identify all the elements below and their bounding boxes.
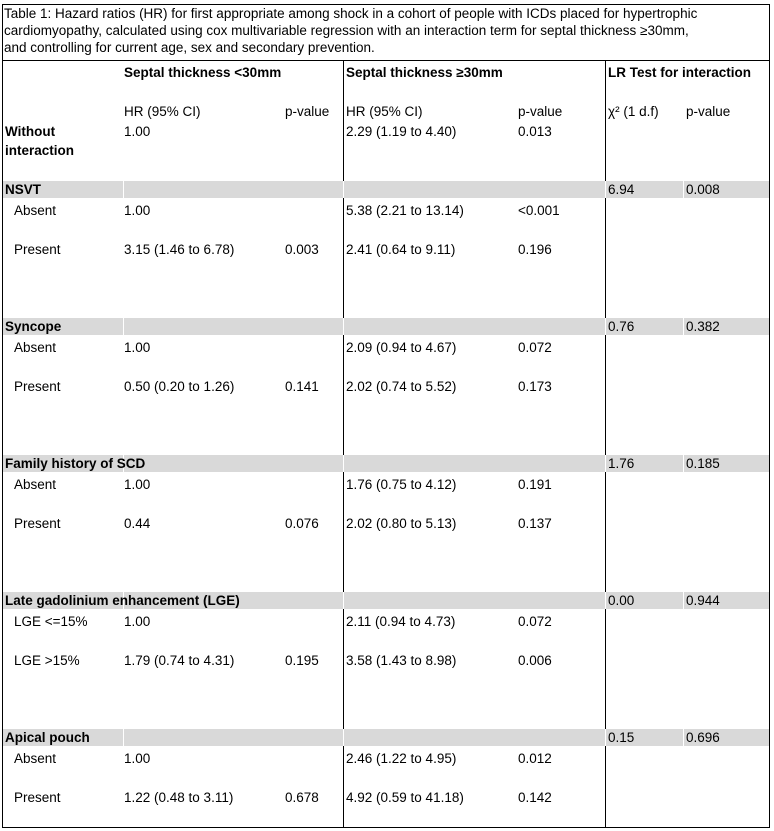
row-label-without-interaction-2: interaction <box>5 143 75 158</box>
cell-p-ge30: 0.013 <box>518 124 552 139</box>
header-hr-lt30: HR (95% CI) <box>124 104 201 119</box>
row-label: Absent <box>14 477 57 492</box>
column-divider-ge30 <box>343 61 344 828</box>
cell-p-lt30: 0.141 <box>285 379 319 394</box>
cell-hr-lt30: 1.00 <box>124 614 151 629</box>
cell-chi2: 6.94 <box>608 182 635 197</box>
cell-hr-ge30: 3.58 (1.43 to 8.98) <box>346 653 457 668</box>
cell-hr-ge30: 5.38 (2.21 to 13.14) <box>346 203 464 218</box>
caption-line-2: cardiomyopathy, calculated using cox multivariable regression with an interaction term for septal thickness ≥30mm, <box>4 23 689 38</box>
section-title: Late gadolinium enhancement (LGE) <box>5 593 240 608</box>
section-title: Family history of SCD <box>5 456 146 471</box>
cell-hr-ge30: 2.11 (0.94 to 4.73) <box>346 614 456 629</box>
section-header-band <box>3 181 769 198</box>
cell-p-ge30: 0.191 <box>518 477 552 492</box>
cell-hr-lt30: 1.00 <box>124 340 151 355</box>
cell-hr-lt30: 1.00 <box>124 477 151 492</box>
cell-chi2: 1.76 <box>608 456 635 471</box>
cell-hr-ge30: 2.46 (1.22 to 4.95) <box>346 751 457 766</box>
cell-hr-lt30: 3.15 (1.46 to 6.78) <box>124 242 235 257</box>
row-label: Present <box>14 516 61 531</box>
cell-p-lt30: 0.678 <box>285 790 319 805</box>
cell-p-ge30: 0.072 <box>518 340 552 355</box>
cell-hr-ge30: 2.41 (0.64 to 9.11) <box>346 242 456 257</box>
cell-hr-lt30: 1.79 (0.74 to 4.31) <box>124 653 235 668</box>
caption-line-3: and controlling for current age, sex and secondary prevention. <box>4 40 375 55</box>
cell-p-lr: 0.382 <box>686 319 720 334</box>
header-p-ge30: p-value <box>518 104 563 119</box>
cell-hr-ge30: 1.76 (0.75 to 4.12) <box>346 477 457 492</box>
cell-hr-lt30: 1.22 (0.48 to 3.11) <box>124 790 234 805</box>
cell-hr-lt30: 0.44 <box>124 516 151 531</box>
row-label: LGE >15% <box>14 653 80 668</box>
cell-hr-lt30: 1.00 <box>124 124 151 139</box>
cell-p-lr: 0.008 <box>686 182 720 197</box>
row-label: Present <box>14 790 61 805</box>
cell-p-ge30: 0.072 <box>518 614 552 629</box>
cell-hr-lt30: 0.50 (0.20 to 1.26) <box>124 379 235 394</box>
cell-hr-ge30: 2.02 (0.74 to 5.52) <box>346 379 457 394</box>
section-title: NSVT <box>5 182 42 197</box>
row-label: Present <box>14 242 61 257</box>
row-label: Present <box>14 379 61 394</box>
row-label-without-interaction: Without <box>5 124 56 139</box>
header-p-lr: p-value <box>686 104 731 119</box>
cell-hr-ge30: 4.92 (0.59 to 41.18) <box>346 790 464 805</box>
row-label: Absent <box>14 751 57 766</box>
header-hr-ge30: HR (95% CI) <box>346 104 423 119</box>
cell-p-ge30: 0.006 <box>518 653 552 668</box>
cell-chi2: 0.15 <box>608 730 635 745</box>
cell-chi2: 0.76 <box>608 319 635 334</box>
table-caption <box>4 5 768 56</box>
cell-hr-ge30: 2.29 (1.19 to 4.40) <box>346 124 457 139</box>
header-chi2: χ² (1 d.f) <box>608 104 659 119</box>
row-label: LGE <=15% <box>14 614 88 629</box>
section-header-band <box>3 729 769 746</box>
caption-divider <box>2 60 770 61</box>
cell-p-lr: 0.944 <box>686 593 720 608</box>
cell-p-ge30: 0.137 <box>518 516 552 531</box>
cell-hr-lt30: 1.00 <box>124 203 151 218</box>
column-divider-lr <box>605 61 606 828</box>
header-group-lr: LR Test for interaction <box>608 65 752 80</box>
cell-hr-lt30: 1.00 <box>124 751 151 766</box>
cell-hr-ge30: 2.09 (0.94 to 4.67) <box>346 340 457 355</box>
section-header-band <box>3 318 769 335</box>
cell-chi2: 0.00 <box>608 593 635 608</box>
header-p-lt30: p-value <box>285 104 330 119</box>
row-label: Absent <box>14 340 57 355</box>
cell-p-ge30: 0.012 <box>518 751 552 766</box>
cell-p-lt30: 0.003 <box>285 242 319 257</box>
caption-line-1: Table 1: Hazard ratios (HR) for first appropriate among shock in a cohort of people with ICDs placed for hypertrophic <box>4 6 698 21</box>
section-title: Syncope <box>5 319 62 334</box>
section-title: Apical pouch <box>5 730 90 745</box>
header-group-lt30: Septal thickness <30mm <box>124 65 282 80</box>
cell-p-lr: 0.185 <box>686 456 720 471</box>
cell-p-ge30: 0.173 <box>518 379 552 394</box>
cell-p-lt30: 0.076 <box>285 516 319 531</box>
header-group-ge30: Septal thickness ≥30mm <box>346 65 503 80</box>
cell-p-ge30: 0.142 <box>518 790 552 805</box>
cell-p-lr: 0.696 <box>686 730 720 745</box>
cell-p-ge30: 0.196 <box>518 242 552 257</box>
cell-p-ge30: <0.001 <box>518 203 560 218</box>
cell-hr-ge30: 2.02 (0.80 to 5.13) <box>346 516 457 531</box>
row-label: Absent <box>14 203 57 218</box>
cell-p-lt30: 0.195 <box>285 653 319 668</box>
